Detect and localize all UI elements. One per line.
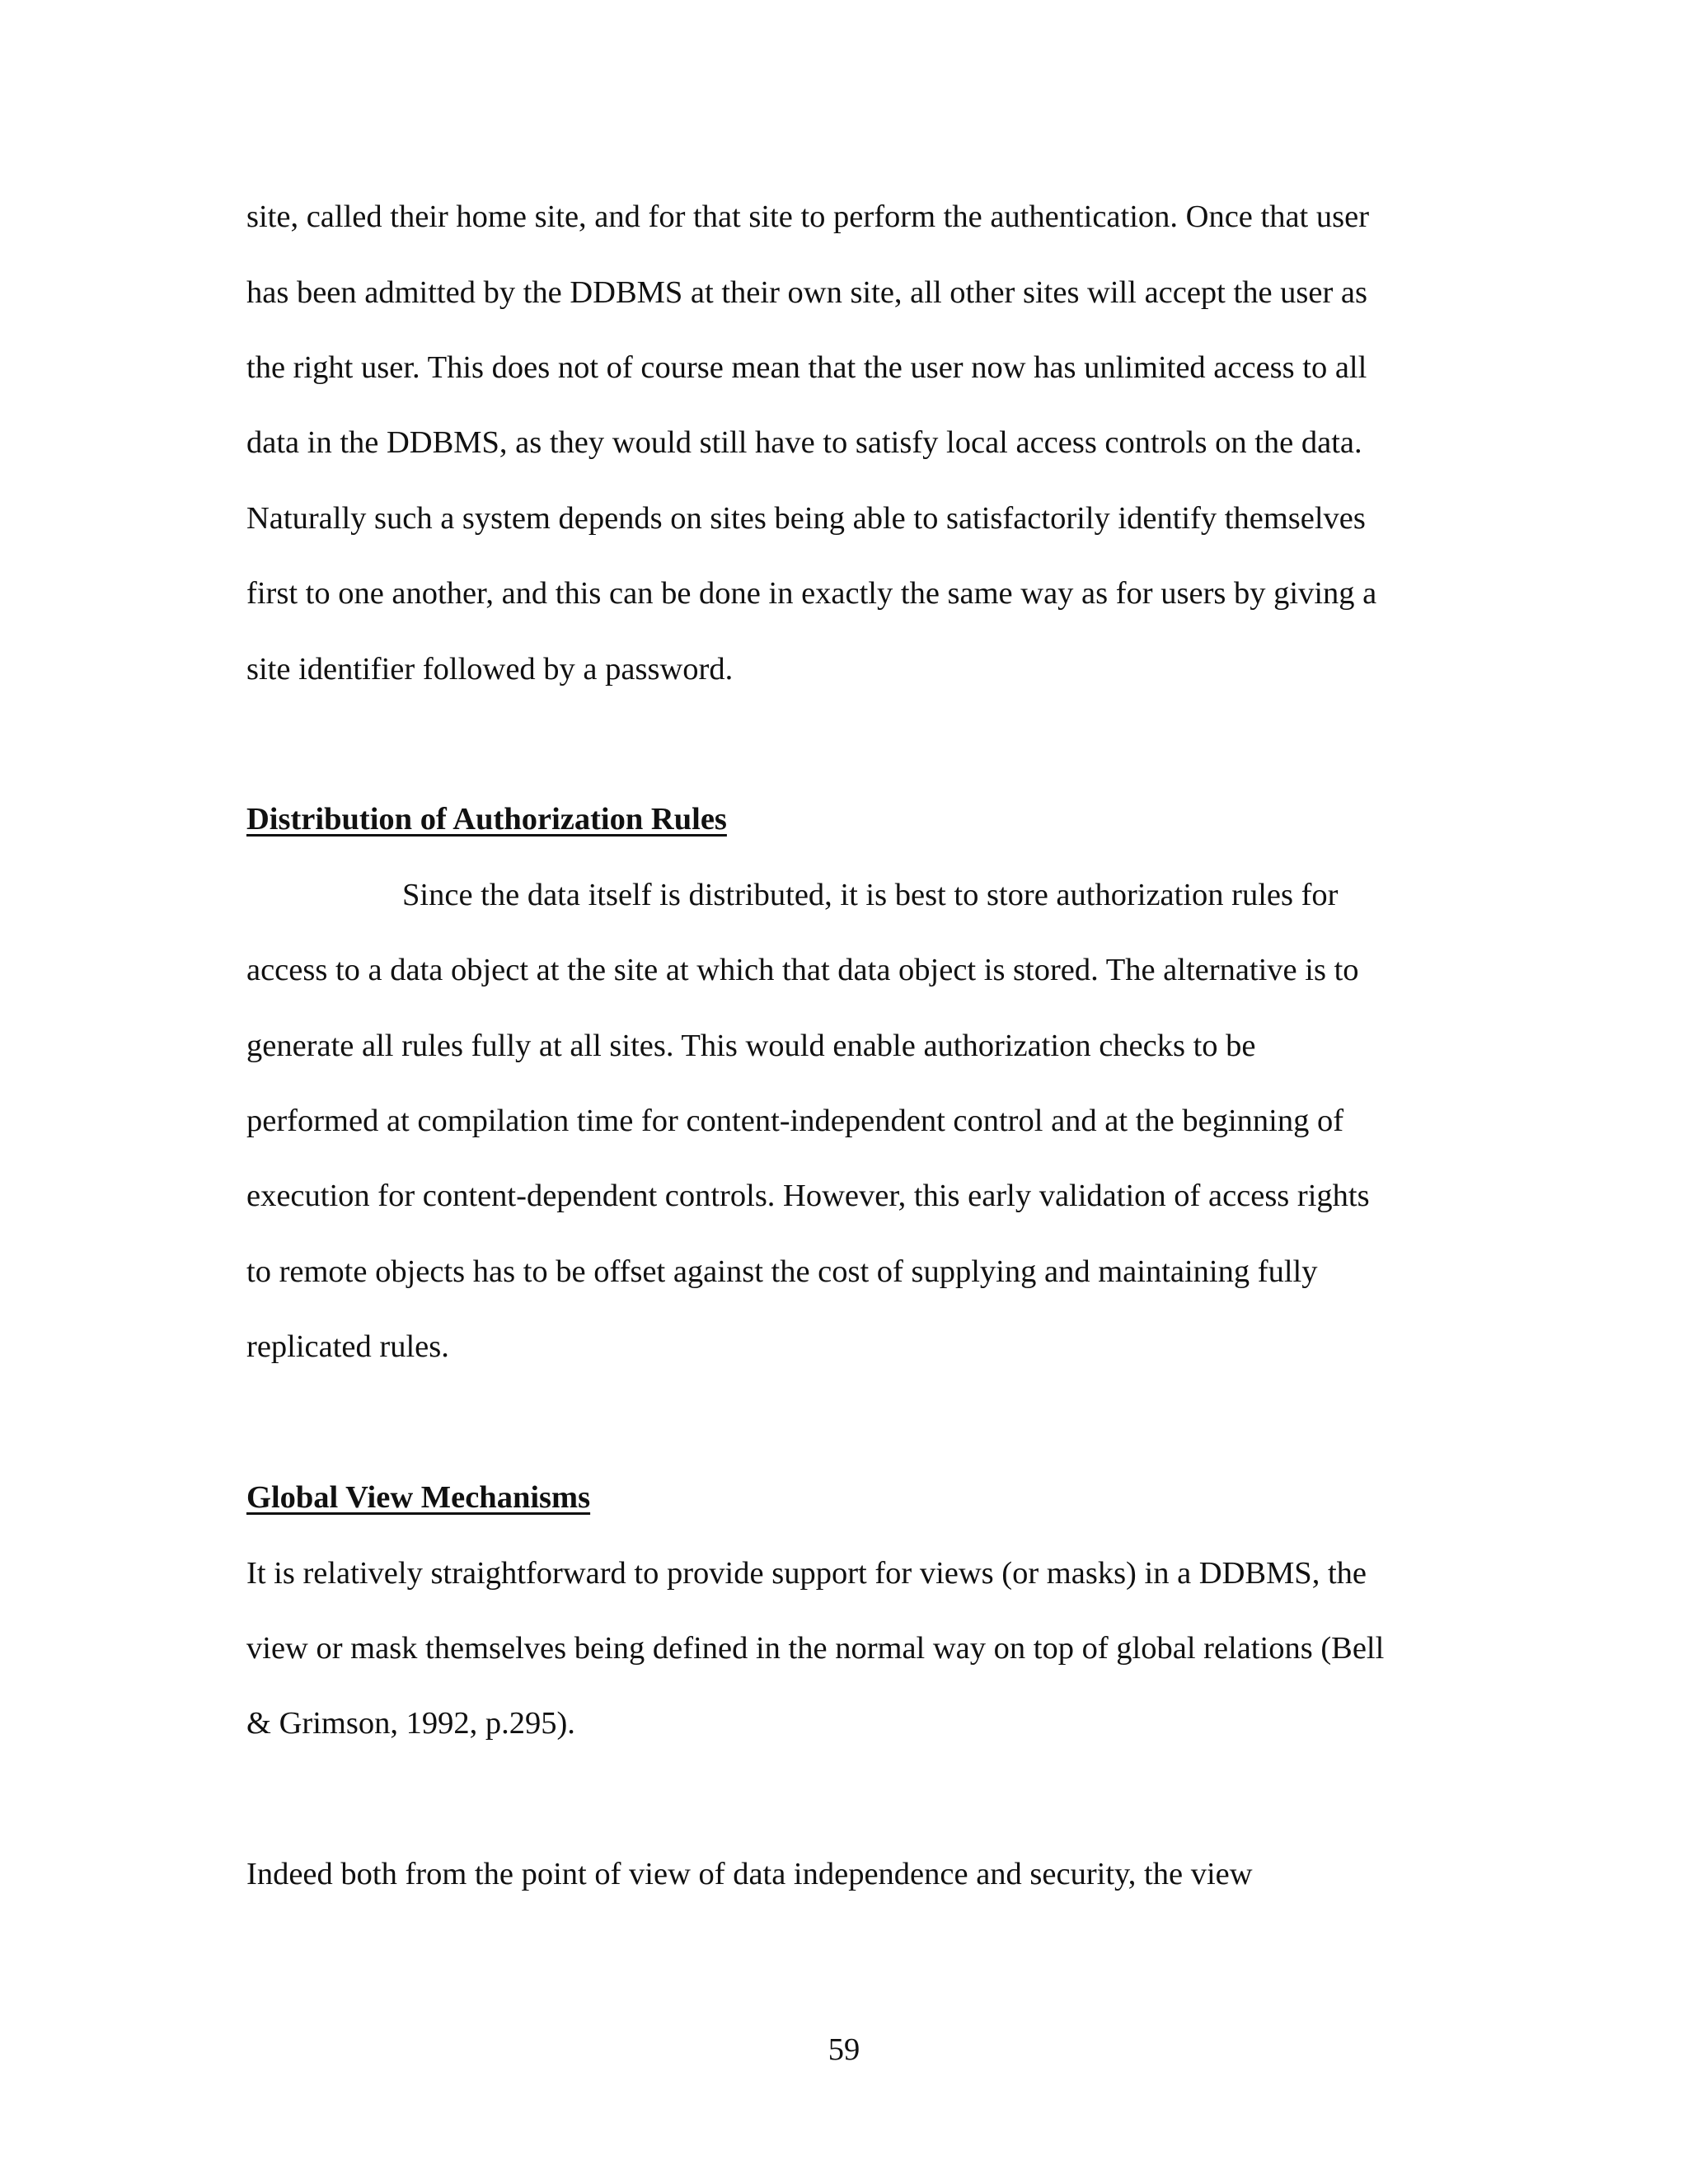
paragraph-line: Since the data itself is distributed, it is best to store authorization rules for	[402, 878, 1339, 912]
paragraph-line: data in the DDBMS, as they would still have to satisfy local access controls on the data.	[246, 425, 1362, 460]
section-heading: Distribution of Authorization Rules	[246, 802, 727, 837]
paragraph-line: has been admitted by the DDBMS at their own site, all other sites will accept the user as	[246, 275, 1368, 310]
paragraph-line: view or mask themselves being defined in the normal way on top of global relations (Bell	[246, 1631, 1385, 1666]
paragraph-line: first to one another, and this can be done in exactly the same way as for users by giving a	[246, 576, 1377, 611]
paragraph-line: site, called their home site, and for that site to perform the authentication. Once that user	[246, 199, 1370, 234]
paragraph-line: access to a data object at the site at which that data object is stored. The alternative is to	[246, 953, 1359, 987]
paragraph-line: site identifier followed by a password.	[246, 652, 734, 687]
paragraph-line: replicated rules.	[246, 1329, 449, 1364]
section-heading: Global View Mechanisms	[246, 1480, 591, 1515]
paragraph-line: Indeed both from the point of view of data independence and security, the view	[246, 1857, 1253, 1891]
paragraph-line: & Grimson, 1992, p.295).	[246, 1706, 575, 1741]
paragraph-line: generate all rules fully at all sites. This would enable authorization checks to be	[246, 1029, 1256, 1063]
paragraph-line: performed at compilation time for content-independent control and at the beginning of	[246, 1104, 1344, 1138]
paragraph-line: to remote objects has to be offset against the cost of supplying and maintaining fully	[246, 1254, 1318, 1289]
paragraph-line: execution for content-dependent controls. However, this early validation of access rights	[246, 1179, 1370, 1213]
page-number: 59	[828, 2032, 860, 2067]
paragraph-line: Naturally such a system depends on sites being able to satisfactorily identify themselves	[246, 501, 1366, 536]
paragraph-line: the right user. This does not of course mean that the user now has unlimited access to all	[246, 350, 1367, 385]
paragraph-line: It is relatively straightforward to provide support for views (or masks) in a DDBMS, the	[246, 1556, 1367, 1591]
